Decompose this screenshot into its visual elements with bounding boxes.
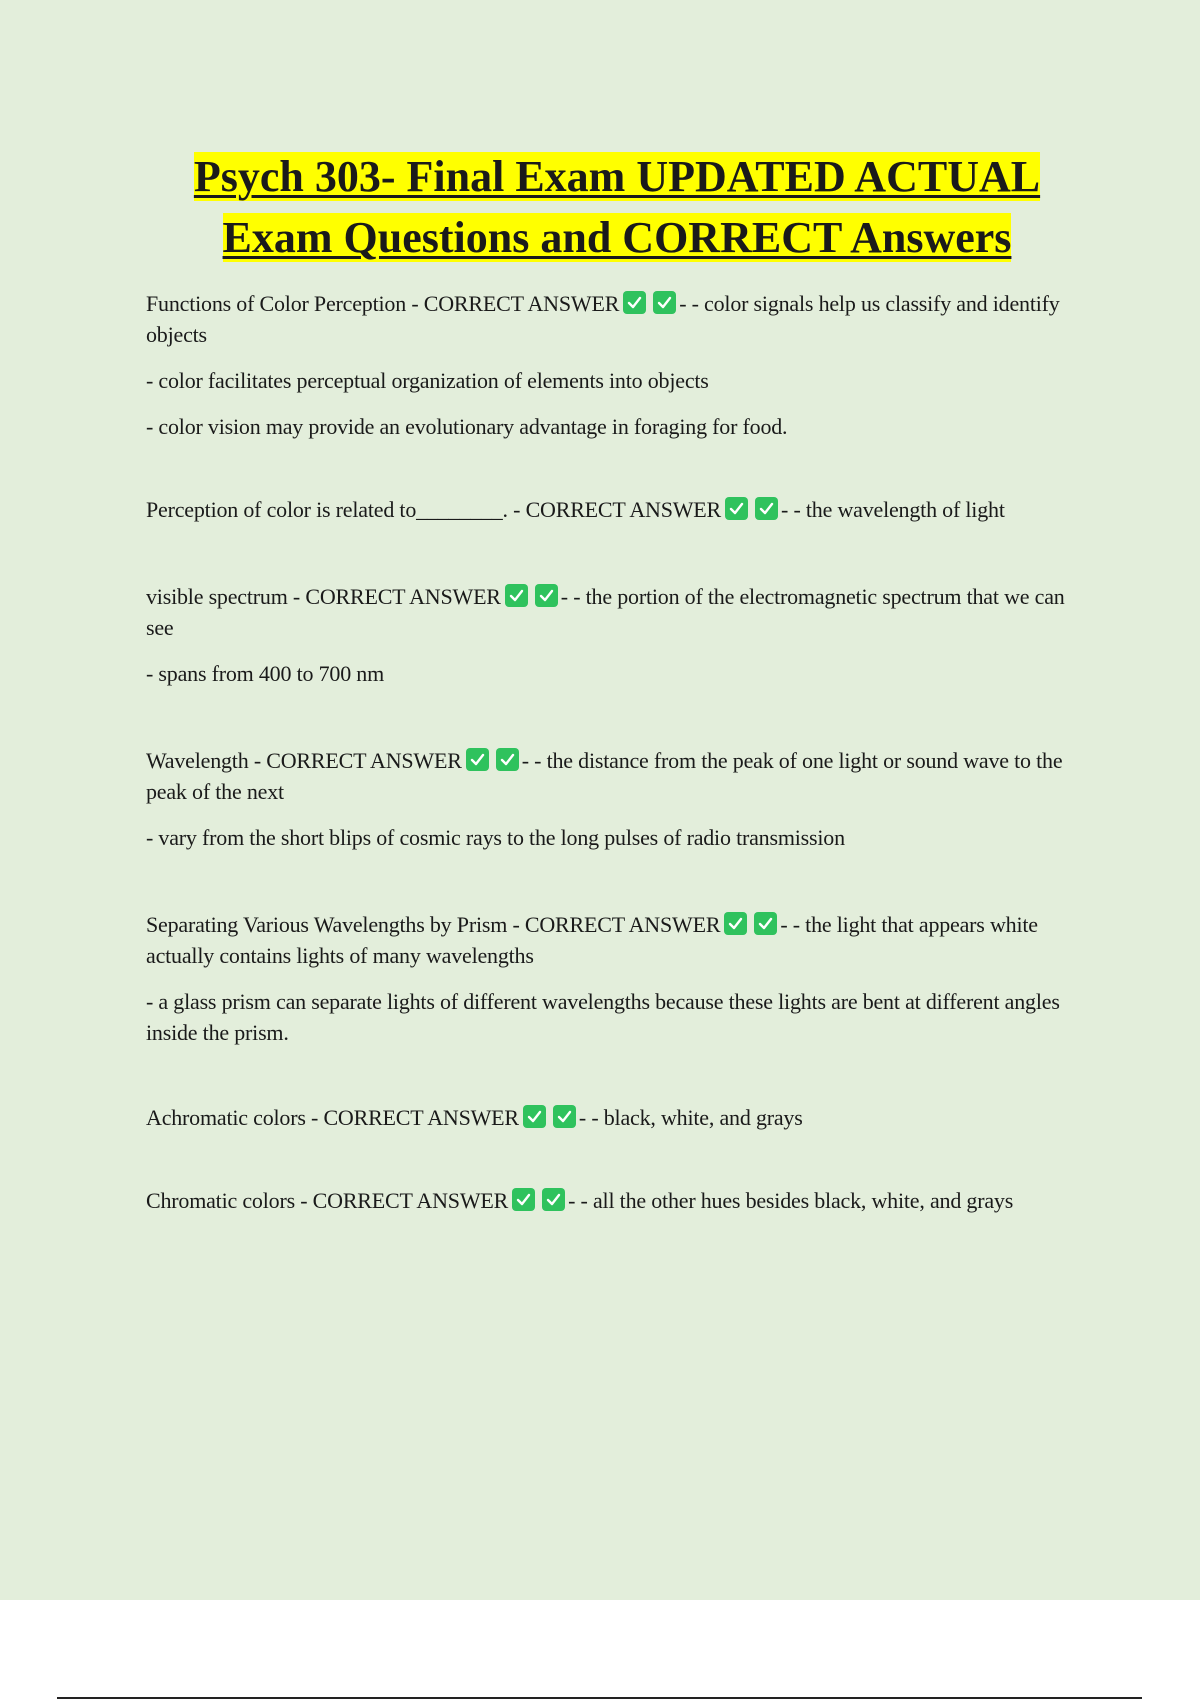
correct-answer-label: CORRECT ANSWER [423, 291, 620, 316]
green-checkmark-icon [724, 912, 747, 935]
green-checkmark-icon [512, 1188, 535, 1211]
correct-answer-label: CORRECT ANSWER [305, 584, 501, 609]
qa-question-line: Perception of color is related to________. - CORRECT ANSWER - - the wavelength of light [146, 497, 1005, 522]
green-checkmark-icon [553, 1105, 576, 1128]
qa-answer-detail: - spans from 400 to 700 nm [146, 661, 385, 686]
qa-question-line: Achromatic colors - CORRECT ANSWER - - black, white, and grays [146, 1105, 803, 1130]
green-checkmark-icon [466, 748, 489, 771]
qa-answer-detail: - vary from the short blips of cosmic rays to the long pulses of radio transmission [146, 825, 845, 850]
qa-term: Achromatic colors [146, 1105, 306, 1130]
green-checkmark-icon [653, 291, 676, 314]
qa-answer: - the wavelength of light [793, 497, 1005, 522]
qa-question-line: Functions of Color Perception - CORRECT ANSWER - - color signals help us classify and identify objects [146, 291, 1060, 347]
qa-term: Functions of Color Perception [146, 291, 407, 316]
green-checkmark-icon [725, 497, 748, 520]
qa-entry [146, 288, 1088, 442]
qa-answer: - black, white, and grays [591, 1105, 803, 1130]
qa-entry [146, 494, 1088, 525]
qa-answer: - the light that appears white actually contains lights of many wavelengths [146, 912, 1038, 968]
green-checkmark-icon [542, 1188, 565, 1211]
qa-term: Separating Various Wavelengths by Prism [146, 912, 508, 937]
title-text: Psych 303- Final Exam UPDATED ACTUAL Exam Questions and CORRECT Answers [193, 152, 1041, 262]
qa-term: visible spectrum [146, 584, 288, 609]
qa-entry [146, 745, 1088, 853]
qa-answer: - the distance from the peak of one light or sound wave to the peak of the next [146, 748, 1063, 804]
qa-term: Chromatic colors [146, 1188, 295, 1213]
green-checkmark-icon [496, 748, 519, 771]
qa-answer-detail: - color vision may provide an evolutionary advantage in foraging for food. [146, 414, 788, 439]
green-checkmark-icon [535, 584, 558, 607]
correct-answer-label: CORRECT ANSWER [312, 1188, 509, 1213]
document-content [146, 146, 1088, 1216]
qa-answer: - color signals help us classify and identify objects [146, 291, 1060, 347]
qa-question-line: visible spectrum - CORRECT ANSWER - - the portion of the electromagnetic spectrum that we can see [146, 584, 1065, 640]
qa-question-line: Separating Various Wavelengths by Prism - CORRECT ANSWER - - the light that appears white actually contains lights of many wavelengths [146, 912, 1038, 968]
correct-answer-label: CORRECT ANSWER [524, 912, 721, 937]
qa-term: Perception of color is related to________. [146, 497, 508, 522]
green-checkmark-icon [754, 912, 777, 935]
qa-answer-detail: - a glass prism can separate lights of different wavelengths because these lights are bent at different angles inside the prism. [146, 989, 1060, 1045]
qa-entry [146, 581, 1088, 689]
green-checkmark-icon [505, 584, 528, 607]
qa-entry [146, 909, 1088, 1048]
qa-question-line: Wavelength - CORRECT ANSWER - - the distance from the peak of one light or sound wave to the peak of the next [146, 748, 1063, 804]
qa-answer: - the portion of the electromagnetic spectrum that we can see [146, 584, 1065, 640]
qa-list [146, 288, 1088, 1216]
qa-entry [146, 1185, 1088, 1216]
footer-divider [57, 1697, 1142, 1699]
green-checkmark-icon [623, 291, 646, 314]
green-checkmark-icon [523, 1105, 546, 1128]
qa-entry [146, 1102, 1088, 1133]
correct-answer-label: CORRECT ANSWER [525, 497, 722, 522]
qa-answer-detail: - color facilitates perceptual organization of elements into objects [146, 368, 709, 393]
qa-question-line: Chromatic colors - CORRECT ANSWER - - all the other hues besides black, white, and grays [146, 1188, 1014, 1213]
qa-term: Wavelength [146, 748, 249, 773]
correct-answer-label: CORRECT ANSWER [266, 748, 462, 773]
correct-answer-label: CORRECT ANSWER [323, 1105, 519, 1130]
document-title [146, 146, 1088, 268]
qa-answer: - all the other hues besides black, white, and grays [580, 1188, 1014, 1213]
green-checkmark-icon [755, 497, 778, 520]
